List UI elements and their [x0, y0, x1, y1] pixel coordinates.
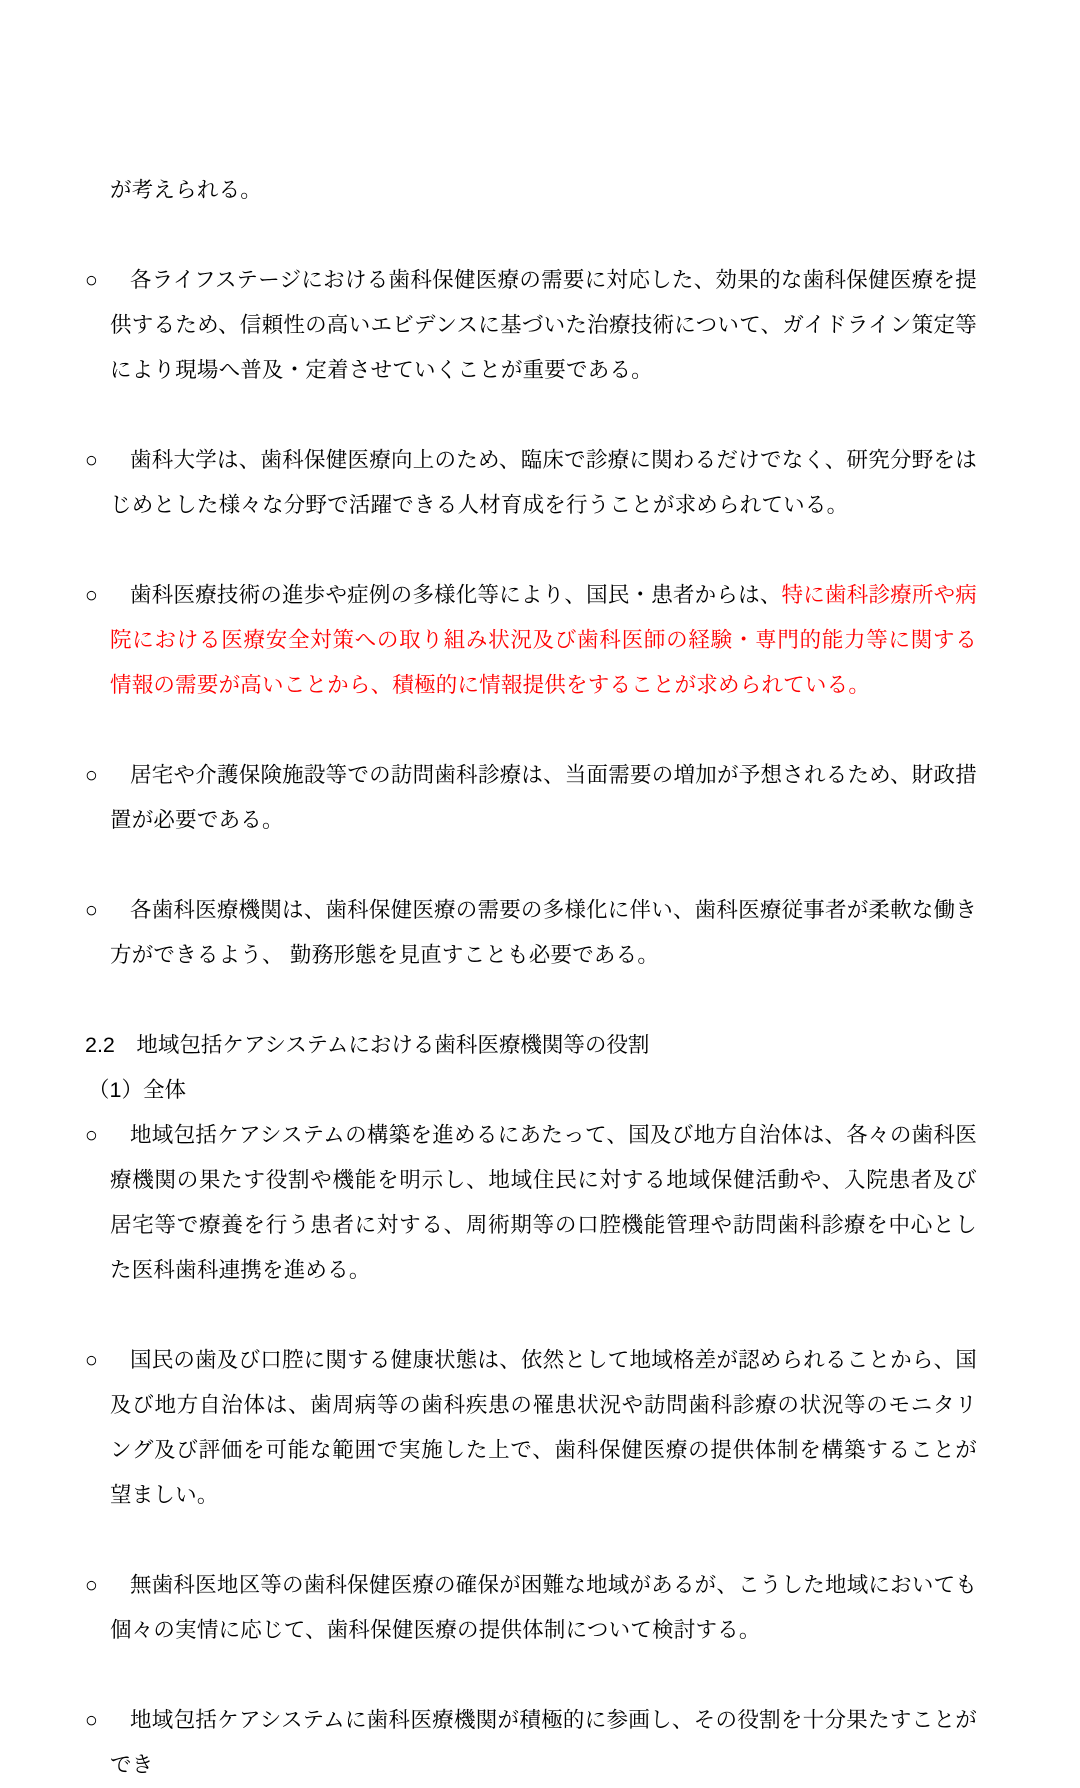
- bullet-item: [85, 888, 977, 978]
- bullet-item: [85, 1563, 977, 1653]
- circle-bullet-icon: ○: [85, 1123, 99, 1147]
- circle-bullet-icon: ○: [85, 268, 99, 292]
- circle-bullet-icon: ○: [85, 898, 99, 922]
- paragraph-spacer: [85, 1653, 977, 1698]
- paragraph-spacer: [85, 393, 977, 438]
- bullet-item-text: [110, 573, 977, 708]
- paragraph-spacer: [85, 843, 977, 888]
- paragraph-spacer: [85, 1293, 977, 1338]
- bullet-item: [85, 753, 977, 843]
- paragraph-spacer: [85, 708, 977, 753]
- subsection-heading: （1）全体: [88, 1078, 186, 1102]
- circle-bullet-icon: ○: [85, 1708, 99, 1732]
- circle-bullet-icon: ○: [85, 763, 99, 787]
- bullet-item-text: 歯科大学は、歯科保健医療向上のため、臨床で診療に関わるだけでなく、研究分野をはじめとした様々な分野で活躍できる人材育成を行うことが求められている。: [110, 448, 977, 517]
- bullet-item: [85, 438, 977, 528]
- paragraph-spacer: [85, 213, 977, 258]
- bullet-item: [85, 1338, 977, 1518]
- bullet-item-text-highlighted: 特に歯科診療所や病院における医療安全対策への取り組み状況及び歯科医師の経験・専門的能力等に関する情報の需要が高いことから、積極的に情報提供をすることが求められている。: [110, 583, 978, 697]
- bullet-item-text: 無歯科医地区等の歯科保健医療の確保が困難な地域があるが、こうした地域においても個々の実情に応じて、歯科保健医療の提供体制について検討する。: [110, 1573, 977, 1642]
- bullet-item-text: 居宅や介護保険施設等での訪問歯科診療は、当面需要の増加が予想されるため、財政措置が必要である。: [110, 763, 977, 832]
- bullet-item-text: 地域包括ケアシステムに歯科医療機関が積極的に参画し、その役割を十分果たすことができ: [110, 1708, 977, 1777]
- bullet-item-text: 地域包括ケアシステムの構築を進めるにあたって、国及び地方自治体は、各々の歯科医療機関の果たす役割や機能を明示し、地域住民に対する地域保健活動や、入院患者及び居宅等で療養を行う患者に対する、周術期等の口腔機能管理や訪問歯科診療を中心とした医科歯科連携を進める。: [110, 1123, 977, 1282]
- circle-bullet-icon: ○: [85, 1348, 99, 1372]
- bullet-item: [85, 258, 977, 393]
- paragraph-spacer: [85, 528, 977, 573]
- document-body: [85, 168, 977, 1788]
- bullet-item-text: 各ライフステージにおける歯科保健医療の需要に対応した、効果的な歯科保健医療を提供するため、信頼性の高いエビデンスに基づいた治療技術について、ガイドライン策定等により現場へ普及・定着させていくことが重要である。: [110, 268, 977, 382]
- bullet-item: [85, 1113, 977, 1293]
- paragraph-spacer: [85, 1518, 977, 1563]
- bullet-item-text: 各歯科医療機関は、歯科保健医療の需要の多様化に伴い、歯科医療従事者が柔軟な働き方ができるよう、 勤務形態を見直すことも必要である。: [110, 898, 977, 967]
- bullet-item: [85, 1698, 977, 1788]
- bullet-item-text-plain: 歯科医療技術の進歩や症例の多様化等により、国民・患者からは、: [130, 583, 782, 607]
- paragraph-spacer: [85, 978, 977, 1023]
- circle-bullet-icon: ○: [85, 1573, 99, 1597]
- section-heading: 2.2 地域包括ケアシステムにおける歯科医療機関等の役割: [85, 1033, 650, 1057]
- circle-bullet-icon: ○: [85, 448, 99, 472]
- bullet-item-highlighted: [85, 573, 977, 708]
- circle-bullet-icon: ○: [85, 583, 99, 607]
- bullet-item-text: 国民の歯及び口腔に関する健康状態は、依然として地域格差が認められることから、国及び地方自治体は、歯周病等の歯科疾患の罹患状況や訪問歯科診療の状況等のモニタリング及び評価を可能な範囲で実施した上で、歯科保健医療の提供体制を構築することが望ましい。: [110, 1348, 977, 1507]
- paragraph-continuation: が考えられる。: [110, 178, 263, 202]
